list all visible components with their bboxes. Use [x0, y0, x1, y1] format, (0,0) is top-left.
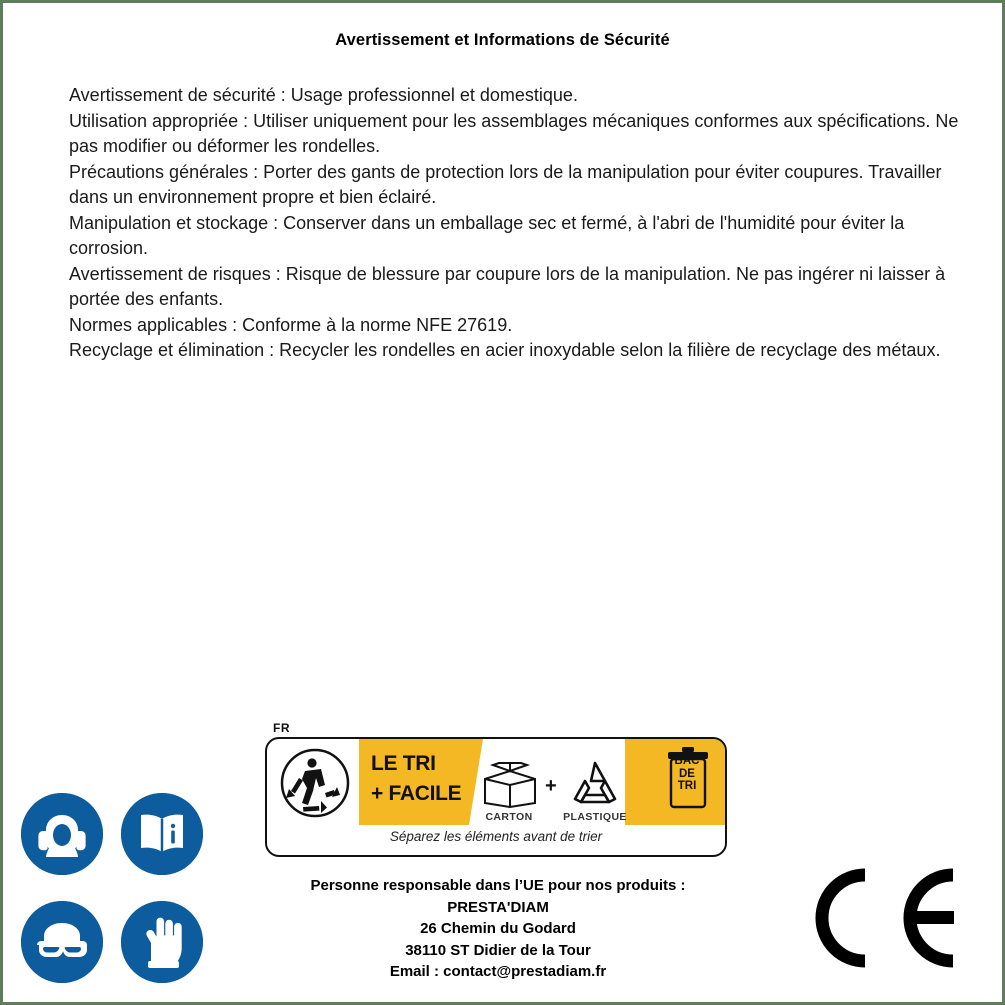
paragraph-recycling: Recyclage et élimination : Recycler les rondelles en acier inoxydable selon la filière de recyclage des métaux.	[69, 340, 941, 360]
plus-icon: +	[545, 775, 557, 797]
safety-information-body	[69, 83, 959, 364]
recycling-label	[265, 721, 725, 856]
paragraph-standards: Normes applicables : Conforme à la norme NFE 27619.	[69, 314, 513, 335]
eye-protection-icon	[21, 901, 103, 983]
page-title: Avertissement et Informations de Sécurité	[335, 31, 670, 49]
country-tag: FR	[273, 721, 290, 735]
recycling-label-box	[265, 737, 727, 857]
bin-label	[659, 755, 715, 793]
carton-icon	[479, 761, 541, 809]
read-manual-icon	[121, 793, 203, 875]
tri-facile-headline	[371, 749, 471, 809]
responsible-intro: Personne responsable dans l’UE pour nos produits :	[310, 877, 686, 894]
triman-icon	[275, 745, 355, 821]
recycling-footer-text: Séparez les éléments avant de trier	[389, 829, 603, 844]
paragraph-proper-use: Utilisation appropriée : Utiliser uniquement pour les assemblages mécaniques conformes aux spécifications. Ne pas modifier ou déformer les rondelles.	[69, 110, 959, 156]
responsible-street: 26 Chemin du Godard	[420, 920, 576, 937]
bin-label-line-3: TRI	[677, 780, 697, 792]
paragraph-general-precautions: Précautions générales : Porter des gants de protection lors de la manipulation pour éviter coupures. Travailler dans un environnement propre et bien éclairé.	[69, 161, 942, 207]
paragraph-handling-storage: Manipulation et stockage : Conserver dans un emballage sec et fermé, à l'abri de l'humidité pour éviter la corrosion.	[69, 212, 905, 258]
responsible-company: PRESTA'DIAM	[447, 898, 549, 916]
headline-line-1: LE TRI	[371, 752, 436, 775]
paragraph-safety-warning: Avertissement de sécurité : Usage professionnel et domestique.	[69, 85, 578, 105]
bin-label-line-1: BAC	[674, 755, 700, 767]
responsible-email: Email : contact@prestadiam.fr	[389, 963, 607, 980]
bin-label-line-2: DE	[679, 767, 695, 780]
ce-mark-icon	[803, 863, 963, 973]
responsible-person-block	[183, 875, 813, 983]
carton-caption: CARTON	[485, 811, 533, 823]
responsible-city: 38110 ST Didier de la Tour	[405, 941, 591, 959]
headline-line-2: + FACILE	[371, 782, 462, 805]
plastique-icon	[567, 759, 623, 809]
plastique-caption: PLASTIQUE	[563, 811, 627, 823]
paragraph-risk-warning: Avertissement de risques : Risque de blessure par coupure lors de la manipulation. Ne pas ingérer ni laisser à portée des enfants.	[69, 263, 946, 309]
ear-protection-icon	[21, 793, 103, 875]
